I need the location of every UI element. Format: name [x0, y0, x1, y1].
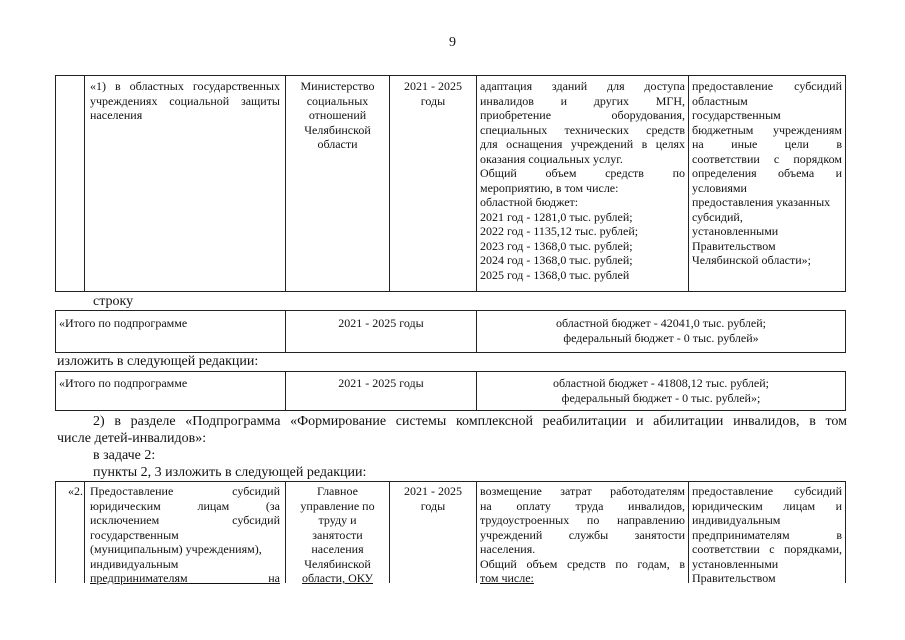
text-line: предоставление субсидий — [692, 79, 842, 93]
total-period-cell: 2021 - 2025 годы — [338, 376, 424, 390]
text-line: трудоустроенных по направлению — [480, 513, 685, 527]
responsible-org-cell — [290, 484, 385, 586]
instruction-izlozhit: изложить в следующей редакции: — [57, 354, 259, 369]
text-line: областной бюджет: — [480, 195, 579, 209]
text-line: Общий объем средств по — [480, 166, 685, 180]
text-line: населения. — [480, 542, 536, 556]
text-line: Правительством — [692, 571, 776, 585]
mechanism-cell — [692, 484, 842, 586]
text-line: Главное — [317, 484, 358, 498]
text-line: Правительством — [692, 238, 776, 253]
text-line: установленными — [692, 556, 779, 571]
total-budget-cell — [478, 376, 844, 405]
text-line: Предоставление субсидий — [90, 484, 280, 498]
text-line: Челябинской — [304, 556, 371, 571]
text-line: предпринимателям в — [692, 527, 842, 542]
text-line: социальных — [306, 93, 369, 108]
text-line: 2025 год - 1368,0 тыс. рублей — [480, 267, 630, 282]
total-budget-cell — [478, 316, 844, 345]
measure-name-cell — [90, 484, 280, 586]
total-period-cell: 2021 - 2025 годы — [338, 316, 424, 330]
budget-line: федеральный бюджет - 0 тыс. рублей»; — [561, 390, 761, 405]
text-line: отношений — [308, 108, 367, 122]
text-line: государственным — [692, 108, 781, 122]
total-label-cell: «Итого по подпрограмме — [59, 376, 188, 390]
text-line: индивидуальным — [692, 513, 781, 527]
text-line: на иные цели в — [692, 137, 842, 151]
text-line: для оснащения учреждений в целях — [480, 137, 685, 151]
text-line: 2021 - 2025 — [404, 79, 462, 93]
text-line: юридическим лицам (за — [90, 498, 280, 513]
text-line: населения — [311, 542, 364, 556]
paragraph-line: 2) в разделе «Подпрограмма «Формирование системы комплексной реабилитации и абилитации инвалидов, в том — [93, 414, 847, 429]
text-line: Министерство — [300, 79, 375, 93]
text-line: определения объема и — [692, 166, 842, 180]
text-line: на оплату труда инвалидов, — [480, 498, 685, 513]
total-label-cell: «Итого по подпрограмме — [59, 316, 188, 330]
text-line: областным — [692, 93, 748, 108]
text-line: годы — [420, 93, 446, 108]
text-line: предоставление субсидий — [692, 484, 842, 498]
text-line: Челябинской — [304, 122, 371, 137]
text-line: субсидий, — [692, 209, 743, 224]
measure-name-cell: «1) в областных государственных учреждениях социальной защиты населения — [90, 79, 280, 122]
period-cell — [392, 484, 474, 513]
row-number-cell: «2. — [68, 484, 83, 498]
text-line: приобретение оборудования, — [480, 108, 685, 122]
text-line: условиями — [692, 180, 747, 195]
text-line: предпринимателям на — [90, 571, 280, 585]
budget-line: областной бюджет - 42041,0 тыс. рублей; — [556, 316, 766, 330]
text-line: Общий объем средств по годам, в — [480, 556, 685, 571]
text-line: (муниципальным) учреждениям), — [90, 542, 262, 556]
text-line: соответствии с порядком — [692, 151, 842, 166]
text-line: области, ОКУ — [301, 571, 374, 585]
text-line: соответствии с порядками, — [692, 542, 842, 556]
text-line: области — [317, 137, 358, 151]
text-line: труду и — [318, 513, 357, 527]
text-line: возмещение затрат работодателям — [480, 484, 685, 498]
page-number: 9 — [449, 35, 456, 50]
budget-line: федеральный бюджет - 0 тыс. рублей» — [563, 330, 759, 345]
text-line: 2024 год - 1368,0 тыс. рублей; — [480, 253, 633, 267]
instruction-zadache: в задаче 2: — [93, 448, 156, 463]
section-paragraph — [57, 413, 847, 447]
text-line: установленными — [692, 224, 779, 238]
expected-result-cell — [480, 484, 685, 586]
text-line: индивидуальным — [90, 556, 179, 571]
text-line: специальных технических средств — [480, 122, 685, 137]
mechanism-cell — [692, 79, 842, 268]
text-line: адаптация зданий для доступа — [480, 79, 685, 93]
text-line: мероприятию, в том числе: — [480, 180, 619, 195]
text-line: бюджетным учреждениям — [692, 122, 842, 137]
text-line: том числе: — [480, 571, 534, 585]
text-line: предоставления указанных — [692, 195, 831, 209]
text-line: 2022 год - 1135,12 тыс. рублей; — [480, 224, 639, 238]
text-line: управление по — [300, 498, 375, 513]
text-line: 2023 год - 1368,0 тыс. рублей; — [480, 238, 633, 253]
instruction-stroku: строку — [93, 294, 134, 309]
text-line: инвалидов и других МГН, — [480, 93, 685, 108]
text-line: занятости — [312, 527, 363, 542]
text-line: оказания социальных услуг. — [480, 151, 623, 166]
budget-line: областной бюджет - 41808,12 тыс. рублей; — [553, 376, 769, 390]
text-line: годы — [420, 498, 446, 513]
period-cell — [392, 79, 474, 108]
responsible-org-cell — [290, 79, 385, 152]
paragraph-line: числе детей-инвалидов»: — [57, 431, 207, 446]
text-line: Челябинской области»; — [692, 253, 811, 267]
text-line: государственным — [90, 527, 179, 542]
text-line: учреждений службы занятости — [480, 527, 685, 542]
text-line: 2021 год - 1281,0 тыс. рублей; — [480, 209, 633, 224]
instruction-punkty: пункты 2, 3 изложить в следующей редакции: — [93, 465, 367, 480]
text-line: юридическим лицам и — [692, 498, 842, 513]
expected-result-cell — [480, 79, 685, 282]
text-line: 2021 - 2025 — [404, 484, 462, 498]
text-line: исключением субсидий — [90, 513, 280, 527]
